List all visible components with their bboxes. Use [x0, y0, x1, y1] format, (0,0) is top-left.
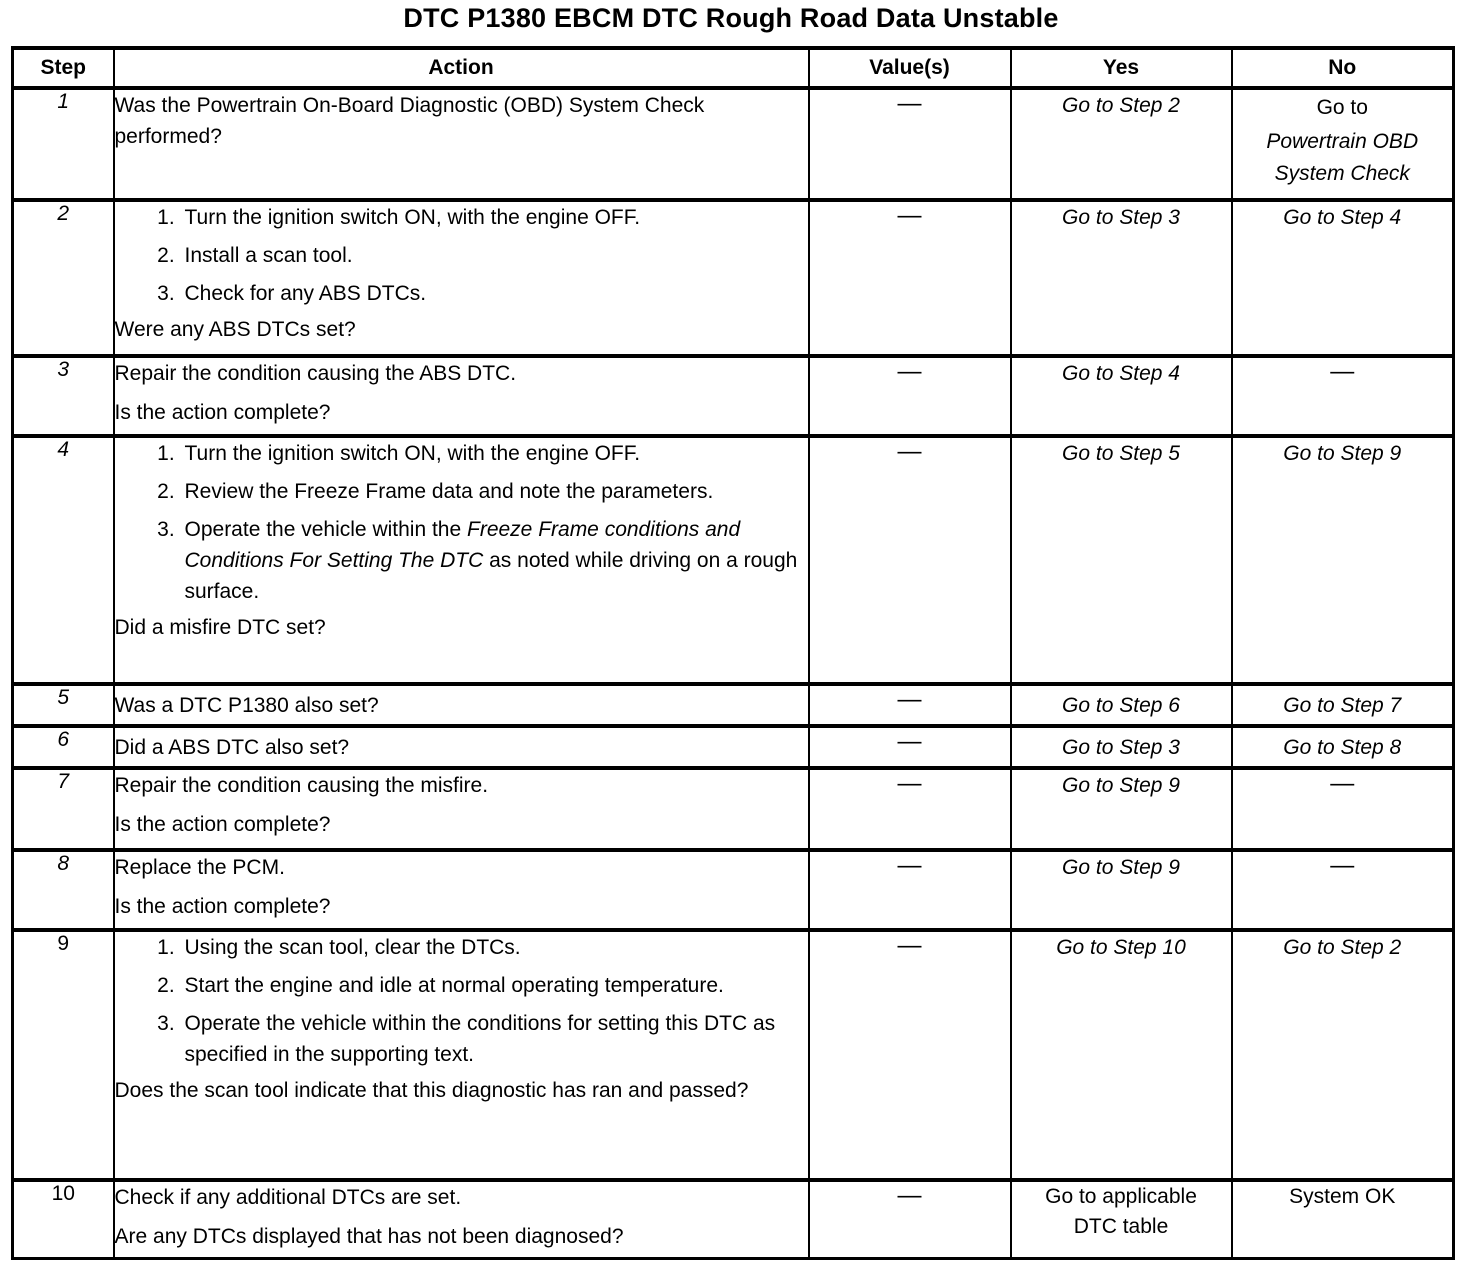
yes-cell	[1011, 200, 1232, 356]
freeze-frame-reference: Freeze Frame conditions and Conditions For Setting The DTC	[184, 518, 741, 572]
action-cell	[114, 726, 809, 768]
action-cell	[114, 200, 809, 356]
action-question: Are any DTCs displayed that has not been diagnosed?	[114, 1225, 624, 1248]
list-item: 1. Turn the ignition switch ON, with the engine OFF.	[181, 202, 808, 233]
yes-link[interactable]: Go to Step 4	[1062, 362, 1180, 385]
action-cell	[114, 1180, 809, 1258]
list-item: 2. Start the engine and idle at normal operating temperature.	[181, 970, 808, 1001]
action-steps-list	[115, 202, 808, 309]
action-question: Were any ABS DTCs set?	[114, 318, 356, 341]
action-question: Did a misfire DTC set?	[114, 616, 326, 639]
value-cell: —	[809, 684, 1011, 726]
no-cell	[1232, 930, 1454, 1180]
no-cell	[1232, 436, 1454, 684]
no-goto-label: Go to	[1316, 96, 1368, 119]
yes-cell	[1011, 850, 1232, 930]
yes-link[interactable]: Go to applicable DTC table	[1045, 1185, 1197, 1238]
no-link[interactable]: Go to Step 2	[1283, 936, 1402, 959]
action-cell	[114, 768, 809, 850]
header-row	[13, 48, 1454, 88]
value-cell: —	[809, 356, 1011, 436]
no-link[interactable]: Go to Step 8	[1283, 735, 1402, 759]
value-cell: —	[809, 768, 1011, 850]
no-cell: —	[1232, 356, 1454, 436]
table-row	[13, 684, 1454, 726]
no-cell: —	[1232, 850, 1454, 930]
action-instruction: Check if any additional DTCs are set.	[114, 1186, 462, 1209]
yes-cell	[1011, 436, 1232, 684]
no-link[interactable]: Go to Step 4	[1283, 206, 1402, 229]
no-link[interactable]: Go to Step 7	[1283, 693, 1402, 717]
action-cell	[114, 436, 809, 684]
table-row	[13, 1180, 1454, 1258]
list-item	[181, 514, 808, 607]
yes-cell	[1011, 930, 1232, 1180]
no-link[interactable]: Go to Step 9	[1283, 442, 1402, 465]
yes-link[interactable]: Go to Step 6	[1062, 693, 1180, 717]
action-steps-list	[115, 438, 808, 607]
list-item: 2. Install a scan tool.	[181, 240, 808, 271]
value-cell: —	[809, 88, 1011, 200]
action-steps-list	[115, 932, 808, 1070]
action-question: Was the Powertrain On-Board Diagnostic (OBD) System Check performed?	[114, 94, 705, 148]
header-action: Action	[114, 48, 809, 88]
yes-link[interactable]: Go to Step 5	[1062, 442, 1180, 465]
yes-link[interactable]: Go to Step 3	[1062, 735, 1180, 759]
list-item-text: Operate the vehicle within the	[184, 518, 467, 541]
yes-cell	[1011, 356, 1232, 436]
table-row	[13, 88, 1454, 200]
table-row	[13, 200, 1454, 356]
action-instruction: Repair the condition causing the misfire.	[114, 774, 489, 797]
table-row	[13, 726, 1454, 768]
yes-cell	[1011, 768, 1232, 850]
list-item: 1. Turn the ignition switch ON, with the engine OFF.	[181, 438, 808, 469]
yes-cell	[1011, 1180, 1232, 1258]
page-title: DTC P1380 EBCM DTC Rough Road Data Unstable	[403, 3, 1059, 33]
table-row	[13, 850, 1454, 930]
header-step: Step	[13, 48, 114, 88]
no-cell	[1232, 684, 1454, 726]
step-number: 4	[13, 436, 114, 684]
action-instruction: Replace the PCM.	[114, 856, 285, 879]
value-cell: —	[809, 930, 1011, 1180]
no-cell	[1232, 726, 1454, 768]
no-cell	[1232, 1180, 1454, 1258]
action-question: Did a ABS DTC also set?	[114, 735, 350, 759]
no-cell: —	[1232, 768, 1454, 850]
no-cell	[1232, 200, 1454, 356]
diagnostic-table	[11, 46, 1455, 1260]
step-number: 7	[13, 768, 114, 850]
action-question: Does the scan tool indicate that this diagnostic has ran and passed?	[114, 1079, 749, 1102]
action-instruction: Repair the condition causing the ABS DTC.	[114, 362, 517, 385]
value-cell: —	[809, 1180, 1011, 1258]
yes-link[interactable]: Go to Step 3	[1062, 206, 1180, 229]
step-number: 3	[13, 356, 114, 436]
value-cell: —	[809, 726, 1011, 768]
action-question: Is the action complete?	[114, 895, 331, 918]
header-values: Value(s)	[809, 48, 1011, 88]
no-cell	[1232, 88, 1454, 200]
action-cell	[114, 88, 809, 200]
action-cell	[114, 684, 809, 726]
action-question: Is the action complete?	[114, 401, 331, 424]
list-item-text: as noted while driving on a rough surface.	[184, 549, 798, 603]
yes-cell	[1011, 726, 1232, 768]
value-cell: —	[809, 200, 1011, 356]
table-row	[13, 930, 1454, 1180]
action-cell	[114, 850, 809, 930]
step-number: 6	[13, 726, 114, 768]
step-number: 2	[13, 200, 114, 356]
list-item: 3. Operate the vehicle within the conditions for setting this DTC as specified in the supporting text.	[181, 1008, 808, 1070]
table-row	[13, 436, 1454, 684]
yes-link[interactable]: Go to Step 9	[1062, 856, 1180, 879]
table-row	[13, 768, 1454, 850]
yes-link[interactable]: Go to Step 2	[1062, 94, 1180, 117]
value-cell: —	[809, 850, 1011, 930]
table-row	[13, 356, 1454, 436]
yes-cell	[1011, 684, 1232, 726]
action-question: Is the action complete?	[114, 813, 331, 836]
action-cell	[114, 356, 809, 436]
header-no: No	[1232, 48, 1454, 88]
no-result: System OK	[1289, 1185, 1396, 1208]
yes-link[interactable]: Go to Step 9	[1062, 774, 1180, 797]
value-cell: —	[809, 436, 1011, 684]
list-item: 3. Check for any ABS DTCs.	[181, 278, 808, 309]
action-question: Was a DTC P1380 also set?	[114, 693, 379, 717]
step-number: 1	[13, 88, 114, 200]
yes-link[interactable]: Go to Step 10	[1056, 936, 1186, 959]
step-number: 9	[13, 930, 114, 1180]
step-number: 8	[13, 850, 114, 930]
list-item: 2. Review the Freeze Frame data and note the parameters.	[181, 476, 808, 507]
step-number: 5	[13, 684, 114, 726]
header-yes: Yes	[1011, 48, 1232, 88]
action-cell	[114, 930, 809, 1180]
no-link[interactable]: Powertrain OBD System Check	[1266, 130, 1419, 185]
yes-cell	[1011, 88, 1232, 200]
step-number: 10	[13, 1180, 114, 1258]
list-item: 1. Using the scan tool, clear the DTCs.	[181, 932, 808, 963]
